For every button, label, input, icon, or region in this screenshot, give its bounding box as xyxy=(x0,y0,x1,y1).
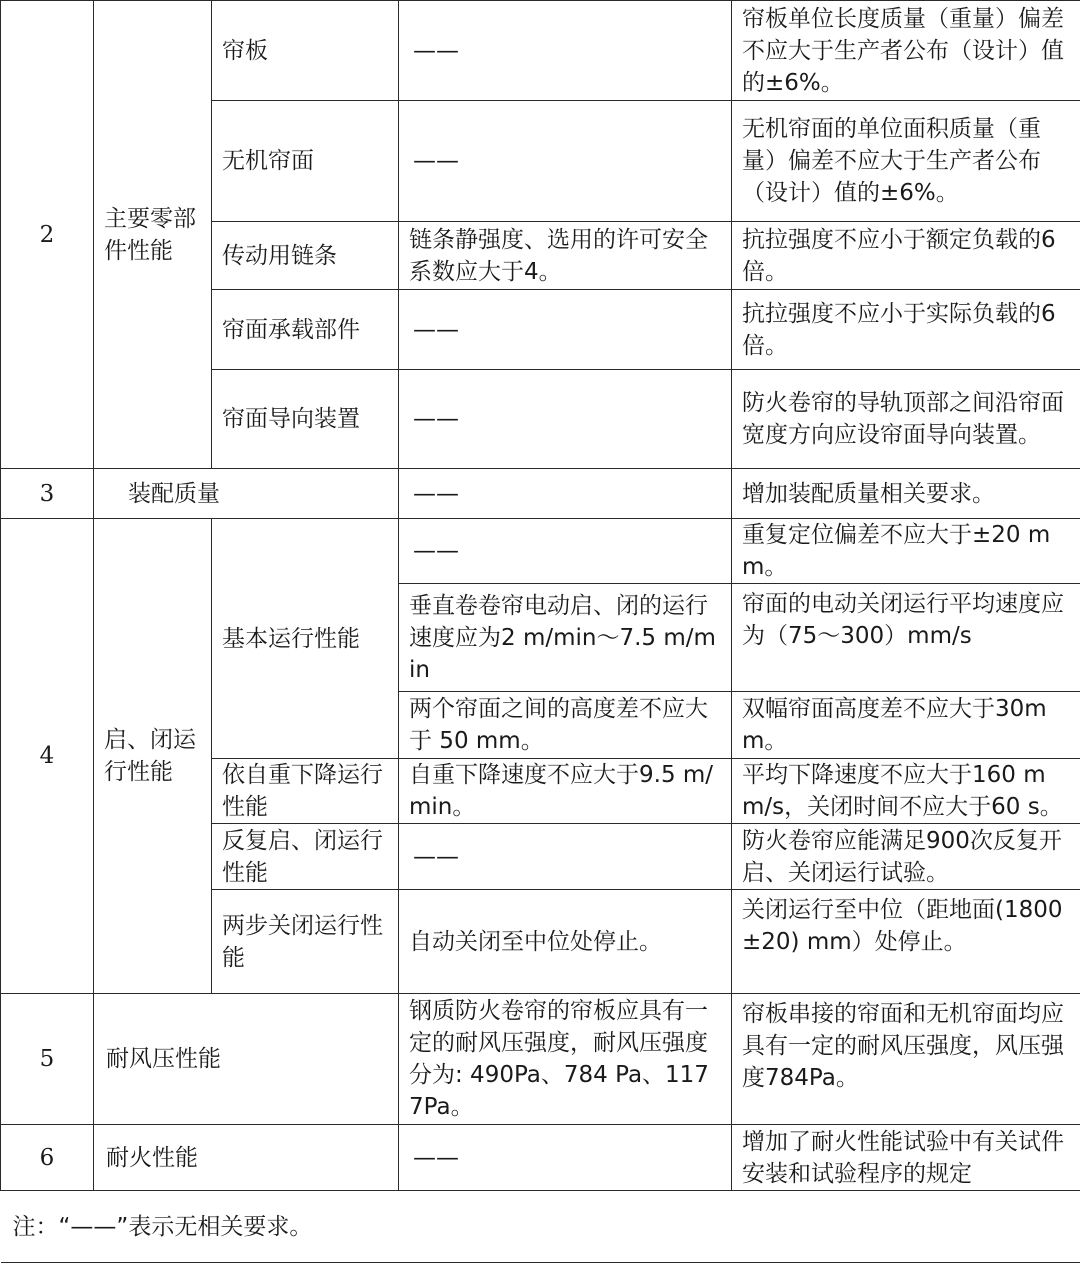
old-requirement-cell: —— xyxy=(399,370,732,469)
row-number: 4 xyxy=(1,519,94,994)
old-requirement-cell: —— xyxy=(399,1125,732,1191)
row-number: 6 xyxy=(1,1125,94,1191)
table-row xyxy=(1,1,1080,101)
part-cell: 传动用链条 xyxy=(212,222,399,290)
new-requirement-cell: 增加了耐火性能试验中有关试件安装和试验程序的规定 xyxy=(732,1125,1080,1191)
old-requirement-cell: —— xyxy=(399,290,732,370)
row-number: 5 xyxy=(1,994,94,1125)
new-requirement-cell: 防火卷帘的导轨顶部之间沿帘面宽度方向应设帘面导向装置。 xyxy=(732,370,1080,469)
subcategory-cell: 两步关闭运行性能 xyxy=(212,890,399,994)
subcategory-cell: 反复启、闭运行性能 xyxy=(212,824,399,890)
new-requirement-cell: 双幅帘面高度差不应大于30mm。 xyxy=(732,692,1080,759)
old-requirement-cell: 钢质防火卷帘的帘板应具有一定的耐风压强度，耐风压强度分为: 490Pa、784 Pa、1177Pa。 xyxy=(399,994,732,1125)
category-cell: 耐火性能 xyxy=(94,1125,399,1191)
old-requirement-cell: —— xyxy=(399,1,732,101)
table-row xyxy=(1,1125,1080,1191)
new-requirement-cell: 帘板串接的帘面和无机帘面均应具有一定的耐风压强度，风压强度784Pa。 xyxy=(732,994,1080,1125)
subcategory-cell: 基本运行性能 xyxy=(212,519,399,759)
note-row xyxy=(1,1191,1080,1263)
new-requirement-cell: 抗拉强度不应小于额定负载的6倍。 xyxy=(732,222,1080,290)
category-cell: 主要零部件性能 xyxy=(94,1,212,469)
part-cell: 无机帘面 xyxy=(212,101,399,222)
part-cell: 帘面承载部件 xyxy=(212,290,399,370)
new-requirement-cell: 抗拉强度不应小于实际负载的6倍。 xyxy=(732,290,1080,370)
old-requirement-cell: —— xyxy=(399,519,732,584)
new-requirement-cell: 防火卷帘应能满足900次反复开启、关闭运行试验。 xyxy=(732,824,1080,890)
category-cell: 启、闭运行性能 xyxy=(94,519,212,994)
category-cell: 装配质量 xyxy=(94,469,399,519)
new-requirement-cell: 无机帘面的单位面积质量（重量）偏差不应大于生产者公布（设计）值的±6%。 xyxy=(732,101,1080,222)
new-requirement-cell: 重复定位偏差不应大于±20 mm。 xyxy=(732,519,1080,584)
old-requirement-cell: 链条静强度、选用的许可安全系数应大于4。 xyxy=(399,222,732,290)
old-requirement-cell: 垂直卷卷帘电动启、闭的运行速度应为2 m/min～7.5 m/min xyxy=(399,584,732,692)
old-requirement-cell: 两个帘面之间的高度差不应大于 50 mm。 xyxy=(399,692,732,759)
old-requirement-cell: —— xyxy=(399,469,732,519)
new-requirement-cell: 增加装配质量相关要求。 xyxy=(732,469,1080,519)
new-requirement-cell: 帘板单位长度质量（重量）偏差不应大于生产者公布（设计）值的±6%。 xyxy=(732,1,1080,101)
row-number: 3 xyxy=(1,469,94,519)
new-requirement-cell: 帘面的电动关闭运行平均速度应为（75～300）mm/s xyxy=(732,584,1080,692)
old-requirement-cell: —— xyxy=(399,824,732,890)
table-row xyxy=(1,469,1080,519)
part-cell: 帘面导向装置 xyxy=(212,370,399,469)
old-requirement-cell: —— xyxy=(399,101,732,222)
table-note: 注：“——”表示无相关要求。 xyxy=(1,1191,1080,1263)
table-row xyxy=(1,519,1080,584)
new-requirement-cell: 平均下降速度不应大于160 mm/s，关闭时间不应大于60 s。 xyxy=(732,759,1080,824)
subcategory-cell: 依自重下降运行性能 xyxy=(212,759,399,824)
table-row xyxy=(1,994,1080,1125)
category-cell: 耐风压性能 xyxy=(94,994,399,1125)
old-requirement-cell: 自动关闭至中位处停止。 xyxy=(399,890,732,994)
part-cell: 帘板 xyxy=(212,1,399,101)
new-requirement-cell: 关闭运行至中位（距地面(1800±20) mm）处停止。 xyxy=(732,890,1080,994)
row-number: 2 xyxy=(1,1,94,469)
old-requirement-cell: 自重下降速度不应大于9.5 m/min。 xyxy=(399,759,732,824)
